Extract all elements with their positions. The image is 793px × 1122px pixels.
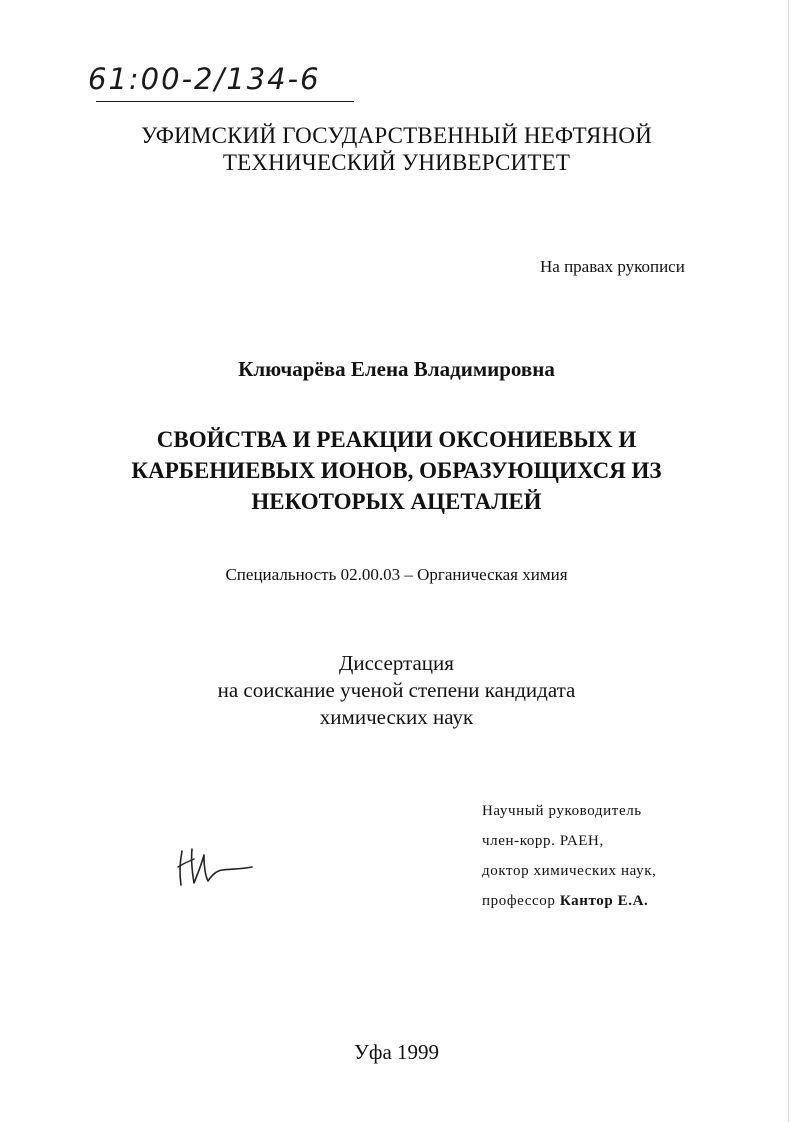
supervisor-rank: профессор — [482, 893, 556, 909]
scan-edge-line — [788, 0, 789, 1122]
supervisor-membership: член-корр. РАЕН, — [482, 833, 604, 849]
supervisor-title-line — [482, 886, 656, 916]
author-name: Ключарёва Елена Владимировна — [238, 357, 555, 381]
university-line-2: ТЕХНИЧЕСКИЙ УНИВЕРСИТЕТ — [222, 150, 571, 175]
university-line-1: УФИМСКИЙ ГОСУДАРСТВЕННЫЙ НЕФТЯНОЙ — [140, 123, 653, 148]
signature-icon — [176, 845, 256, 890]
university-name — [0, 122, 793, 176]
supervisor-name: Кантор Е.А. — [559, 893, 649, 909]
degree-line-2: на соискание ученой степени кандидата — [217, 678, 576, 702]
title-line-1: СВОЙСТВА И РЕАКЦИИ ОКСОНИЕВЫХ И — [156, 427, 637, 452]
title-line-2: КАРБЕНИЕВЫХ ИОНОВ, ОБРАЗУЮЩИХСЯ ИЗ — [131, 458, 662, 483]
degree-line-3: химических наук — [319, 705, 474, 729]
degree-line-1: Диссертация — [339, 651, 454, 675]
title-line-3: НЕКОТОРЫХ АЦЕТАЛЕЙ — [251, 489, 542, 514]
degree-statement — [0, 650, 793, 731]
supervisor-role: Научный руководитель — [482, 803, 642, 819]
supervisor-block — [482, 796, 656, 916]
specialty: Специальность 02.00.03 – Органическая химия — [225, 565, 568, 584]
dissertation-title — [0, 424, 793, 517]
supervisor-degree: доктор химических наук, — [482, 863, 657, 879]
stamp-underline — [96, 101, 354, 102]
city-year: Уфа 1999 — [353, 1040, 440, 1064]
manuscript-rights-note: На правах рукописи — [540, 257, 685, 276]
archive-stamp: 61:00-2/134-6 — [88, 62, 321, 96]
